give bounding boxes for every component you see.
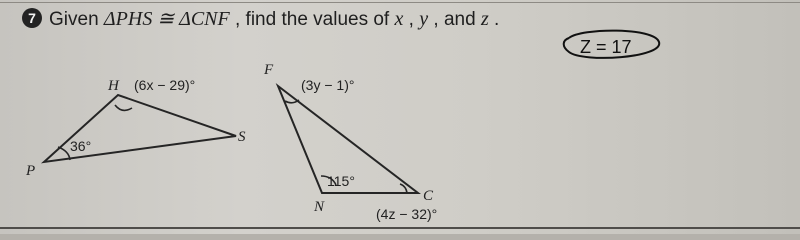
problem-middle: , find the values of <box>235 9 395 30</box>
vertex-label-h: H <box>108 78 119 94</box>
variable-y: y <box>419 8 429 30</box>
vertex-label-f: F <box>264 62 274 78</box>
problem-number-badge: 7 <box>22 8 42 28</box>
angle-label-f: (3y − 1)° <box>301 77 355 93</box>
variable-z: z <box>480 8 489 30</box>
variable-x: x <box>394 8 404 30</box>
vertex-label-c: C <box>423 188 434 204</box>
angle-label-h: (6x − 29)° <box>134 77 196 93</box>
and-separator: , and <box>433 9 481 30</box>
angle-label-p: 36° <box>70 138 92 154</box>
problem-lead: Given <box>49 9 104 30</box>
angle-marker-h <box>115 105 132 110</box>
handwritten-answer: Z = 17 <box>580 37 632 57</box>
vertex-label-s: S <box>238 129 246 145</box>
angle-label-c: (4z − 32)° <box>376 206 438 222</box>
congruence-statement: ΔPHS ≅ ΔCNF <box>103 8 230 30</box>
angle-marker-c <box>400 184 407 193</box>
vertex-label-n: N <box>314 199 325 215</box>
vertex-label-p: P <box>26 163 36 179</box>
bottom-rule <box>0 227 800 229</box>
comma-separator: , <box>408 9 420 30</box>
problem-period: . <box>494 9 500 30</box>
angle-marker-f <box>285 100 299 103</box>
angle-label-n: 115° <box>327 173 355 189</box>
